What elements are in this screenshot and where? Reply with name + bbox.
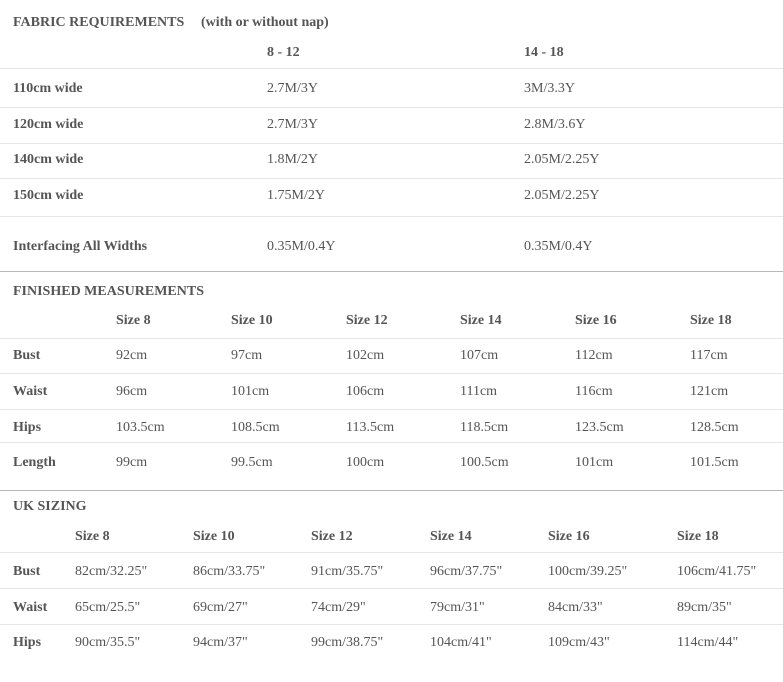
uk-col-header: Size 18: [677, 529, 719, 544]
fabric-cell: 2.7M/3Y: [267, 117, 318, 132]
finished-cell: 101cm: [575, 455, 614, 470]
finished-col-header: Size 14: [460, 313, 502, 328]
uk-col-header: Size 12: [311, 529, 353, 544]
fabric-cell: 2.05M/2.25Y: [524, 188, 600, 203]
finished-cell: 118.5cm: [460, 420, 509, 435]
fabric-row-label: Interfacing All Widths: [13, 239, 148, 254]
finished-cell: 100cm: [346, 455, 385, 470]
row-divider: [0, 373, 783, 374]
fabric-row-label: 140cm wide: [13, 152, 84, 167]
uk-col-header: Size 10: [193, 529, 235, 544]
finished-cell: 121cm: [690, 384, 729, 399]
fabric-col-header: 8 - 12: [267, 45, 300, 60]
uk-col-header: Size 16: [548, 529, 590, 544]
finished-cell: 102cm: [346, 348, 385, 363]
uk-cell: 82cm/32.25": [75, 564, 148, 579]
fabric-cell: 3M/3.3Y: [524, 81, 575, 96]
finished-cell: 112cm: [575, 348, 613, 363]
uk-col-header: Size 14: [430, 529, 472, 544]
finished-cell: 106cm: [346, 384, 385, 399]
finished-cell: 128.5cm: [690, 420, 739, 435]
uk-cell: 65cm/25.5": [75, 600, 141, 615]
uk-cell: 74cm/29": [311, 600, 366, 615]
finished-cell: 99.5cm: [231, 455, 273, 470]
finished-cell: 96cm: [116, 384, 148, 399]
section-divider: [0, 271, 783, 272]
uk-cell: 84cm/33": [548, 600, 603, 615]
uk-cell: 104cm/41": [430, 635, 492, 650]
fabric-cell: 0.35M/0.4Y: [267, 239, 336, 254]
row-divider: [0, 216, 783, 217]
uk-col-header: Size 8: [75, 529, 110, 544]
uk-cell: 99cm/38.75": [311, 635, 384, 650]
finished-col-header: Size 12: [346, 313, 388, 328]
uk-section-title: UK SIZING: [13, 499, 87, 514]
finished-cell: 108.5cm: [231, 420, 280, 435]
fabric-cell: 1.75M/2Y: [267, 188, 325, 203]
fabric-row-label: 110cm wide: [13, 81, 83, 96]
uk-cell: 91cm/35.75": [311, 564, 384, 579]
finished-cell: 101.5cm: [690, 455, 739, 470]
uk-cell: 114cm/44": [677, 635, 739, 650]
uk-cell: 90cm/35.5": [75, 635, 141, 650]
finished-cell: 123.5cm: [575, 420, 624, 435]
fabric-section-subtitle: (with or without nap): [201, 15, 329, 30]
fabric-row-label: 120cm wide: [13, 117, 84, 132]
finished-cell: 117cm: [690, 348, 728, 363]
finished-col-header: Size 18: [690, 313, 732, 328]
finished-row-label: Length: [13, 455, 56, 470]
uk-cell: 79cm/31": [430, 600, 485, 615]
fabric-row-label: 150cm wide: [13, 188, 84, 203]
finished-cell: 97cm: [231, 348, 263, 363]
row-divider: [0, 552, 783, 553]
finished-col-header: Size 8: [116, 313, 151, 328]
fabric-cell: 2.8M/3.6Y: [524, 117, 586, 132]
uk-cell: 109cm/43": [548, 635, 610, 650]
row-divider: [0, 624, 783, 625]
uk-cell: 69cm/27": [193, 600, 248, 615]
finished-cell: 116cm: [575, 384, 613, 399]
fabric-cell: 2.05M/2.25Y: [524, 152, 600, 167]
row-divider: [0, 442, 783, 443]
fabric-section-title: FABRIC REQUIREMENTS: [13, 15, 185, 30]
row-divider: [0, 338, 783, 339]
finished-cell: 99cm: [116, 455, 148, 470]
finished-cell: 111cm: [460, 384, 498, 399]
finished-cell: 113.5cm: [346, 420, 395, 435]
row-divider: [0, 409, 783, 410]
finished-row-label: Waist: [13, 384, 48, 399]
fabric-cell: 0.35M/0.4Y: [524, 239, 593, 254]
fabric-col-header: 14 - 18: [524, 45, 564, 60]
finished-col-header: Size 10: [231, 313, 273, 328]
finished-cell: 103.5cm: [116, 420, 165, 435]
row-divider: [0, 68, 783, 69]
uk-cell: 96cm/37.75": [430, 564, 503, 579]
row-divider: [0, 588, 783, 589]
finished-cell: 101cm: [231, 384, 270, 399]
finished-section-title: FINISHED MEASUREMENTS: [13, 284, 204, 299]
fabric-cell: 2.7M/3Y: [267, 81, 318, 96]
uk-cell: 86cm/33.75": [193, 564, 266, 579]
row-divider: [0, 178, 783, 179]
finished-col-header: Size 16: [575, 313, 617, 328]
row-divider: [0, 107, 783, 108]
uk-cell: 89cm/35": [677, 600, 732, 615]
fabric-cell: 1.8M/2Y: [267, 152, 318, 167]
uk-cell: 100cm/39.25": [548, 564, 628, 579]
uk-row-label: Hips: [13, 635, 42, 650]
finished-row-label: Hips: [13, 420, 42, 435]
uk-row-label: Bust: [13, 564, 41, 579]
finished-row-label: Bust: [13, 348, 41, 363]
uk-cell: 94cm/37": [193, 635, 248, 650]
finished-cell: 100.5cm: [460, 455, 509, 470]
uk-row-label: Waist: [13, 600, 48, 615]
section-divider: [0, 490, 783, 491]
uk-cell: 106cm/41.75": [677, 564, 757, 579]
finished-cell: 92cm: [116, 348, 148, 363]
row-divider: [0, 143, 783, 144]
finished-cell: 107cm: [460, 348, 499, 363]
